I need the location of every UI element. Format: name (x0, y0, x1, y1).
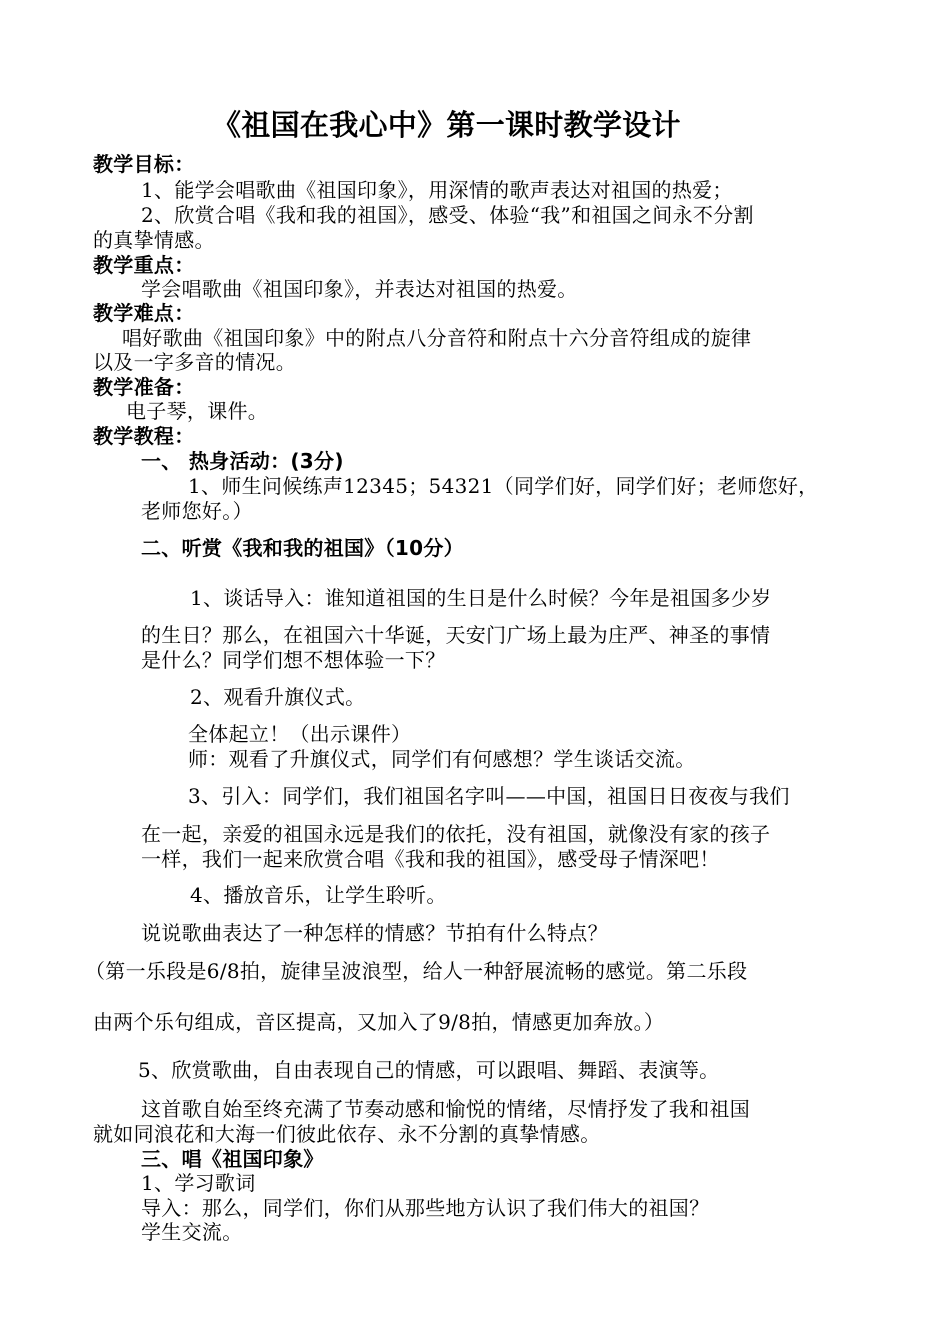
difficulties-line-1: 唱好歌曲《祖国印象》中的附点八分音符和附点十六分音符组成的旋律 (122, 326, 752, 350)
s2-para-4-answer-2: 由两个乐句组成，音区提高，又加入了9/8拍，情感更加奔放。） (93, 1010, 665, 1034)
process-heading: 教学教程： (93, 424, 195, 448)
section-3-line-2: 导入：那么，同学们，你们从那些地方认识了我们伟大的祖国？ (141, 1196, 710, 1220)
s2-para-1-line-3: 是什么？同学们想不想体验一下？ (141, 648, 446, 672)
key-points-heading: 教学重点： (93, 253, 195, 277)
page-title: 《祖国在我心中》第一课时教学设计 (212, 108, 681, 142)
goals-heading: 教学目标： (93, 152, 195, 176)
goals-line-3: 的真挚情感。 (93, 228, 215, 252)
section-1-heading: 一、 热身活动：(3分) (141, 449, 344, 473)
section-1-line-1: 1、师生问候练声12345；54321（同学们好，同学们好；老师您好， (188, 474, 819, 498)
s2-para-2-a: 全体起立！（出示课件） (188, 722, 412, 746)
s2-para-4: 4、播放音乐，让学生聆听。 (190, 883, 447, 907)
s2-para-2-b: 师：观看了升旗仪式，同学们有何感想？学生谈话交流。 (188, 747, 696, 771)
s2-para-1-line-1: 1、谈话导入：谁知道祖国的生日是什么时候？今年是祖国多少岁 (190, 586, 772, 610)
s2-para-5-line-1: 这首歌自始至终充满了节奏动感和愉悦的情绪，尽情抒发了我和祖国 (141, 1097, 750, 1121)
goals-line-1: 1、能学会唱歌曲《祖国印象》，用深情的歌声表达对祖国的热爱； (141, 178, 733, 202)
s2-para-3-line-1: 3、引入：同学们，我们祖国名字叫——中国，祖国日日夜夜与我们 (188, 784, 790, 808)
s2-para-3-line-3: 一样，我们一起来欣赏合唱《我和我的祖国》，感受母子情深吧！ (141, 847, 720, 871)
preparation-heading: 教学准备： (93, 375, 195, 399)
preparation-line-1: 电子琴，课件。 (126, 399, 269, 423)
s2-para-4-answer-1: （第一乐段是6/8拍，旋律呈波浪型，给人一种舒展流畅的感觉。第二乐段 (85, 959, 748, 983)
section-2-heading: 二、听赏《我和我的祖国》（10分） (141, 536, 464, 560)
difficulties-line-2: 以及一字多音的情况。 (93, 350, 296, 374)
section-3-line-3: 学生交流。 (141, 1220, 243, 1244)
s2-para-3-line-2: 在一起，亲爱的祖国永远是我们的依托，没有祖国，就像没有家的孩子 (141, 822, 771, 846)
goals-line-2: 2、欣赏合唱《我和我的祖国》，感受、体验“我”和祖国之间永不分割 (141, 203, 754, 227)
s2-para-5: 5、欣赏歌曲，自由表现自己的情感，可以跟唱、舞蹈、表演等。 (138, 1058, 720, 1082)
section-1-line-2: 老师您好。） (141, 499, 253, 523)
s2-para-1-line-2: 的生日？那么，在祖国六十华诞，天安门广场上最为庄严、神圣的事情 (141, 623, 771, 647)
difficulties-heading: 教学难点： (93, 301, 195, 325)
s2-para-4-question: 说说歌曲表达了一种怎样的情感？节拍有什么特点？ (141, 921, 608, 945)
section-3-line-1: 1、学习歌词 (141, 1171, 256, 1195)
key-points-line-1: 学会唱歌曲《祖国印象》，并表达对祖国的热爱。 (141, 277, 578, 301)
section-3-heading: 三、唱《祖国印象》 (141, 1147, 324, 1171)
s2-para-2: 2、观看升旗仪式。 (190, 685, 366, 709)
s2-para-5-line-2: 就如同浪花和大海一们彼此依存、永不分割的真挚情感。 (93, 1122, 601, 1146)
